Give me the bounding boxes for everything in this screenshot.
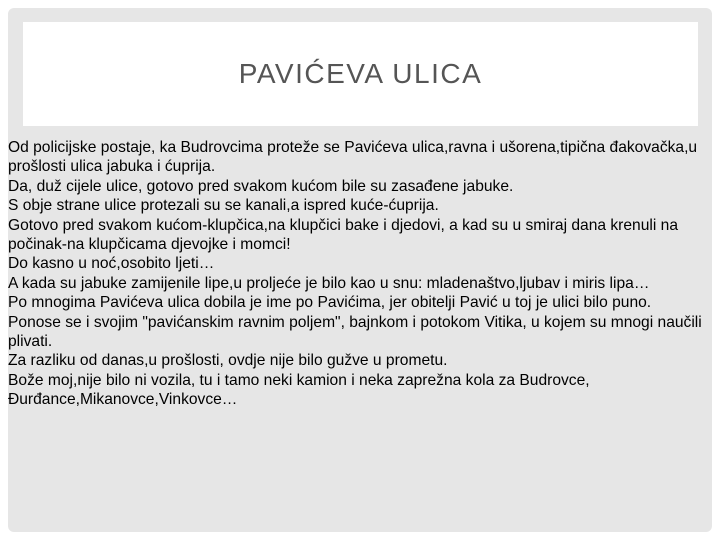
paragraph: S obje strane ulice protezali su se kanali,a ispred kuće-ćuprija. <box>8 197 439 215</box>
paragraph: Da, duž cijele ulice, gotovo pred svakom kućom bile su zasađene jabuke. <box>8 177 514 195</box>
paragraph: A kada su jabuke zamijenile lipe,u proljeće je bilo kao u snu: mladenaštvo,ljubav i miris lipa… <box>8 274 650 292</box>
paragraph: Bože moj,nije bilo ni vozila, tu i tamo neki kamion i neka zaprežna kola za Budrovce, Đurđance,Mikanovce,Vinkovce… <box>8 371 590 409</box>
paragraph: Po mnogima Pavićeva ulica dobila je ime po Pavićima, jer obitelji Pavić u toj je ulici bilo puno. <box>8 294 652 312</box>
slide-title: PAVIĆEVA ULICA <box>238 58 483 89</box>
paragraph: Gotovo pred svakom kućom-klupčica,na klupčici bake i djedovi, a kad su u smiraj dana krenuli na počinak-na klupčicama djevojke i momci! <box>8 216 678 254</box>
body-text <box>8 138 708 410</box>
paragraph: Do kasno u noć,osobito ljeti… <box>8 255 215 273</box>
paragraph: Ponose se i svojim "pavićanskim ravnim poljem", bajnkom i potokom Vitika, u kojem su mnogi naučili plivati. <box>8 313 702 351</box>
title-box <box>23 22 698 126</box>
paragraph: Za razliku od danas,u prošlosti, ovdje nije bilo gužve u prometu. <box>8 352 448 370</box>
paragraph: Od policijske postaje, ka Budrovcima proteže se Pavićeva ulica,ravna i ušorena,tipična đakovačka,u prošlosti ulica jabuka i ćuprija. <box>8 139 698 176</box>
